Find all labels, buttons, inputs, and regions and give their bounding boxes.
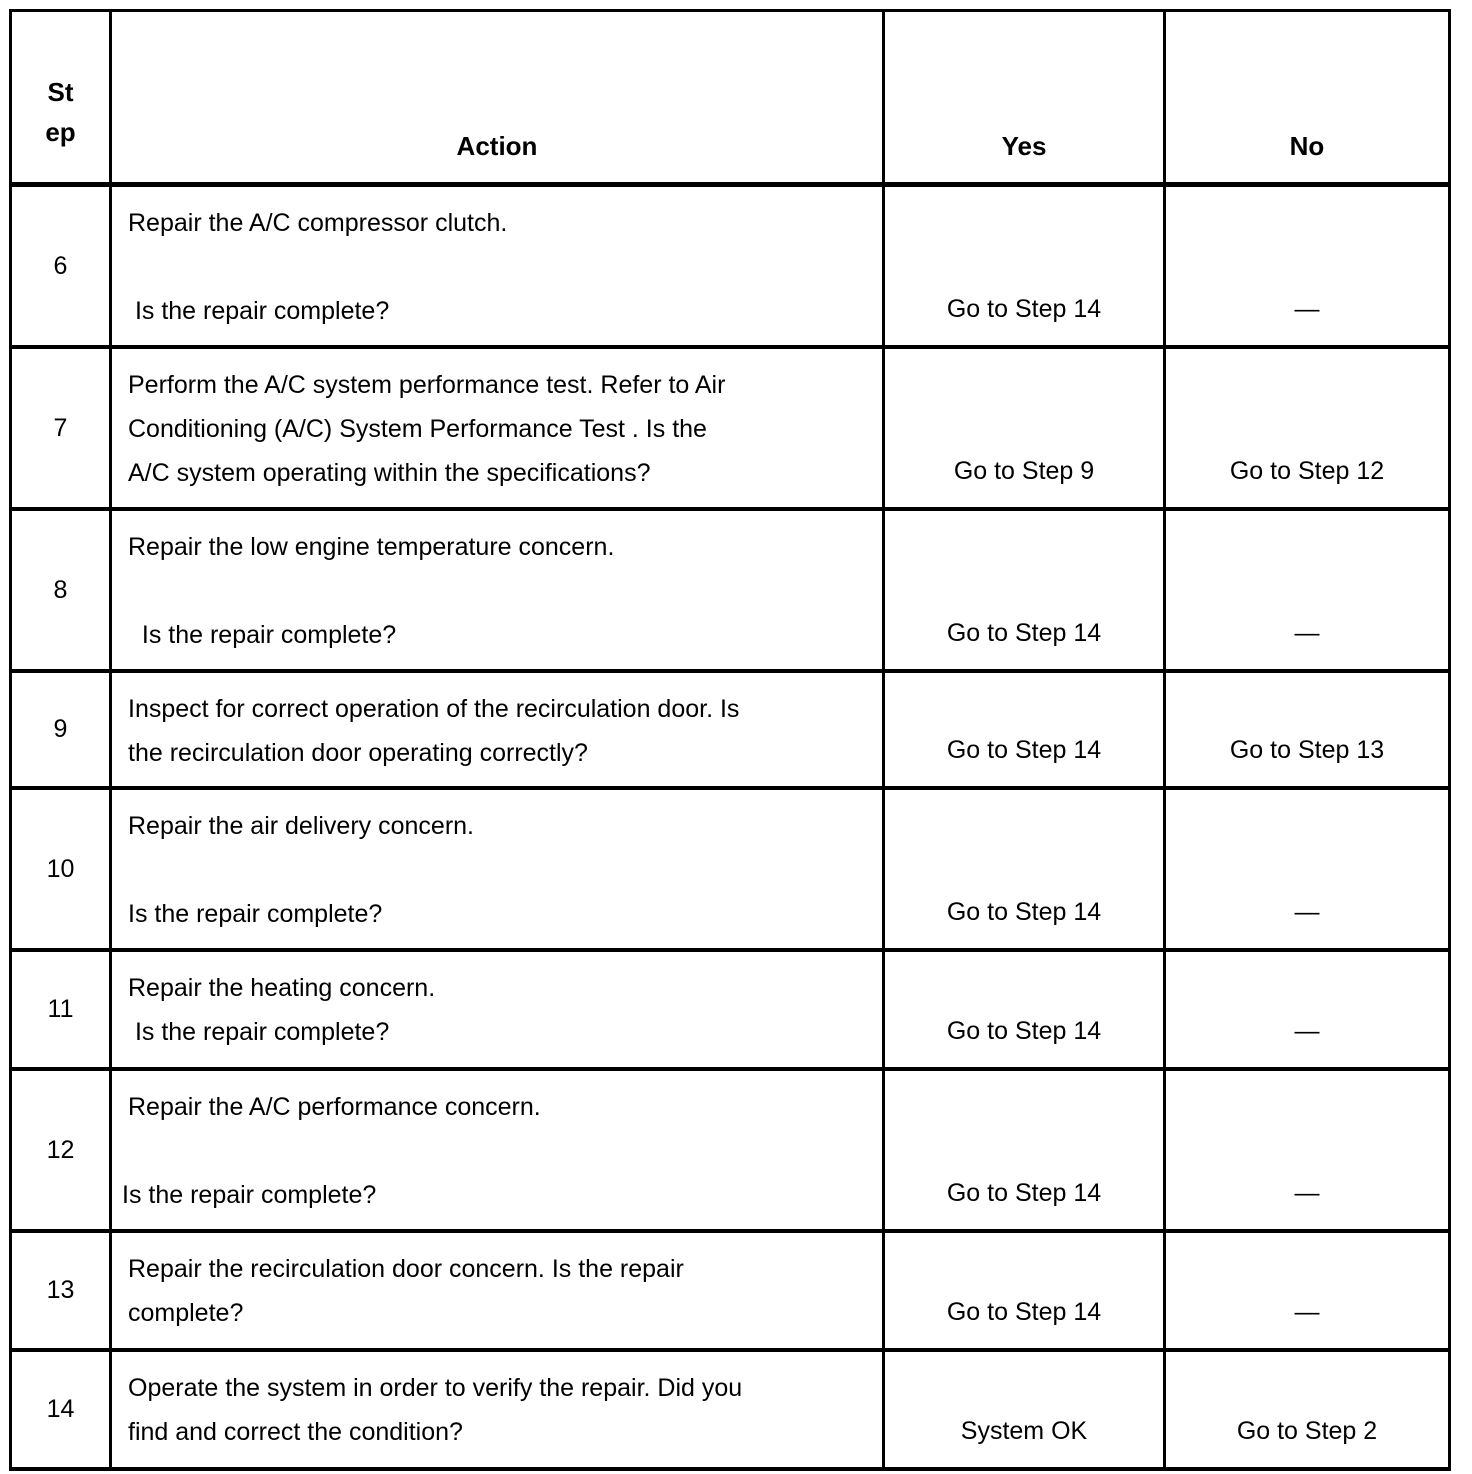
table-row bbox=[11, 1350, 1450, 1469]
yes-cell: System OK bbox=[884, 1350, 1165, 1469]
yes-cell: Go to Step 14 bbox=[884, 509, 1165, 671]
table-row bbox=[11, 1069, 1450, 1231]
action-line: Is the repair complete? bbox=[128, 297, 390, 325]
action-line: Repair the A/C compressor clutch. bbox=[128, 209, 508, 237]
action-line: Repair the low engine temperature concern. bbox=[128, 532, 615, 561]
table-row bbox=[11, 671, 1450, 788]
action-line: Is the repair complete? bbox=[122, 1180, 377, 1209]
action-cell bbox=[111, 671, 884, 788]
action-cell bbox=[111, 1350, 884, 1469]
no-cell: — bbox=[1165, 185, 1450, 347]
action-line: complete? bbox=[128, 1298, 244, 1327]
yes-cell: Go to Step 14 bbox=[884, 788, 1165, 950]
action-cell bbox=[111, 950, 884, 1069]
action-line: Inspect for correct operation of the recirculation door. Is bbox=[128, 694, 740, 723]
no-cell: Go to Step 2 bbox=[1165, 1350, 1450, 1469]
action-line: the recirculation door operating correctly? bbox=[128, 738, 588, 767]
table-row bbox=[11, 185, 1450, 347]
step-cell: 14 bbox=[11, 1350, 111, 1469]
step-cell: 10 bbox=[11, 788, 111, 950]
header-no: No bbox=[1165, 11, 1450, 185]
table-row bbox=[11, 950, 1450, 1069]
action-line: Is the repair complete? bbox=[128, 620, 397, 649]
step-cell: 6 bbox=[11, 185, 111, 347]
table-row bbox=[11, 788, 1450, 950]
no-cell: — bbox=[1165, 1231, 1450, 1350]
action-cell bbox=[111, 185, 884, 347]
action-cell bbox=[111, 347, 884, 509]
step-cell: 8 bbox=[11, 509, 111, 671]
yes-cell: Go to Step 9 bbox=[884, 347, 1165, 509]
step-cell: 11 bbox=[11, 950, 111, 1069]
table-row bbox=[11, 347, 1450, 509]
yes-cell: Go to Step 14 bbox=[884, 671, 1165, 788]
header-row bbox=[11, 11, 1450, 185]
diagnostic-table bbox=[9, 9, 1451, 1471]
yes-cell: Go to Step 14 bbox=[884, 1231, 1165, 1350]
yes-cell: Go to Step 14 bbox=[884, 185, 1165, 347]
action-cell bbox=[111, 1069, 884, 1231]
action-line: Conditioning (A/C) System Performance Test . Is the bbox=[128, 414, 707, 443]
header-action: Action bbox=[111, 11, 884, 185]
yes-cell: Go to Step 14 bbox=[884, 950, 1165, 1069]
step-cell: 7 bbox=[11, 347, 111, 509]
no-cell: — bbox=[1165, 509, 1450, 671]
step-cell: 12 bbox=[11, 1069, 111, 1231]
action-line: Repair the air delivery concern. bbox=[128, 811, 474, 840]
action-line: A/C system operating within the specifications? bbox=[128, 458, 651, 487]
header-step: St ep bbox=[11, 11, 111, 185]
step-cell: 13 bbox=[11, 1231, 111, 1350]
action-line: Perform the A/C system performance test. Refer to Air bbox=[128, 370, 726, 399]
action-line: find and correct the condition? bbox=[128, 1417, 463, 1446]
table-row bbox=[11, 1231, 1450, 1350]
no-cell: — bbox=[1165, 950, 1450, 1069]
action-line: Is the repair complete? bbox=[128, 899, 383, 928]
action-cell bbox=[111, 509, 884, 671]
action-line: Repair the recirculation door concern. Is the repair bbox=[128, 1254, 684, 1283]
step-cell: 9 bbox=[11, 671, 111, 788]
action-cell bbox=[111, 788, 884, 950]
yes-cell: Go to Step 14 bbox=[884, 1069, 1165, 1231]
no-cell: — bbox=[1165, 788, 1450, 950]
no-cell: Go to Step 13 bbox=[1165, 671, 1450, 788]
action-line: Repair the A/C performance concern. bbox=[128, 1092, 541, 1121]
table-row bbox=[11, 509, 1450, 671]
action-line: Repair the heating concern. bbox=[128, 973, 436, 1002]
no-cell: — bbox=[1165, 1069, 1450, 1231]
action-line: Operate the system in order to verify the repair. Did you bbox=[128, 1373, 743, 1402]
action-line: Is the repair complete? bbox=[128, 1017, 390, 1046]
header-yes: Yes bbox=[884, 11, 1165, 185]
action-cell bbox=[111, 1231, 884, 1350]
no-cell: Go to Step 12 bbox=[1165, 347, 1450, 509]
